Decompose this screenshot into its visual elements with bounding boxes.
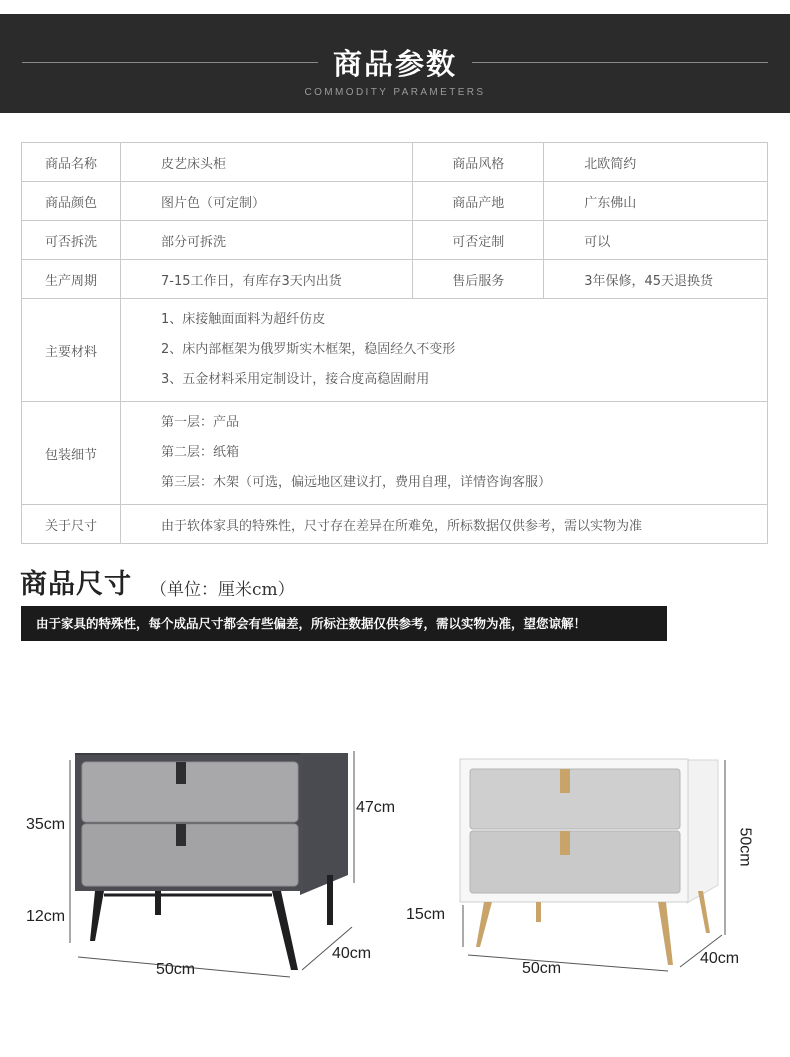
parameters-table (21, 142, 768, 544)
param-key: 商品名称 (22, 143, 121, 182)
param-value: 7-15工作日，有库存3天内出货 (121, 260, 413, 299)
list-item: 第三层：木架（可选，偏远地区建议打，费用自理，详情咨询客服） (161, 475, 552, 490)
dimension-label: 50cm (736, 827, 754, 867)
table-row (22, 182, 768, 221)
leg-front-right (272, 891, 298, 970)
drawer-handle-upper (560, 769, 570, 793)
nightstand-side-panel (687, 760, 718, 903)
leg-front-left (90, 891, 104, 941)
nightstand-white-illustration (400, 715, 790, 1055)
list-item: 2、床内部框架为俄罗斯实木框架，稳固经久不变形 (161, 342, 456, 357)
dimension-label: 40cm (700, 950, 740, 967)
table-row (22, 299, 768, 402)
param-value-list (121, 299, 768, 402)
table-row (22, 260, 768, 299)
table-row (22, 505, 768, 544)
leg-back-right (698, 891, 710, 933)
param-value: 皮艺床头柜 (121, 143, 413, 182)
drawer-upper (82, 762, 298, 822)
param-value: 部分可拆洗 (121, 221, 413, 260)
dimension-label: 12cm (26, 908, 66, 925)
param-value: 由于软体家具的特殊性，尺寸存在差异在所难免，所标数据仅供参考，需以实物为准 (121, 505, 768, 544)
dimensions-notice-banner: 由于家具的特殊性，每个成品尺寸都会有些偏差，所标注数据仅供参考，需以实物为准，望您谅解！ (21, 606, 667, 641)
param-value: 3年保修，45天退换货 (544, 260, 768, 299)
list-item: 3、五金材料采用定制设计，接合度高稳固耐用 (161, 372, 430, 387)
nightstand-side-panel (300, 753, 348, 895)
dimensions-unit: （单位：厘米cm） (150, 580, 295, 600)
dimensions-title: 商品尺寸 (20, 569, 132, 600)
param-key: 售后服务 (413, 260, 544, 299)
section-header (0, 14, 790, 113)
param-value: 北欧简约 (544, 143, 768, 182)
drawer-lower (82, 824, 298, 886)
leg-back-left (536, 902, 541, 922)
param-key: 商品产地 (413, 182, 544, 221)
table-row (22, 402, 768, 505)
drawer-handle-lower (176, 824, 186, 846)
leg-front-right (658, 902, 673, 965)
section-title: 商品参数 (332, 47, 457, 81)
dimension-label: 35cm (26, 816, 66, 833)
drawer-handle-upper (176, 762, 186, 784)
dimension-label: 15cm (406, 906, 446, 923)
param-value: 广东佛山 (544, 182, 768, 221)
param-value-list (121, 402, 768, 505)
param-key: 关于尺寸 (22, 505, 121, 544)
leg-back-right (327, 875, 333, 925)
nightstand-grey-illustration (0, 715, 400, 1055)
list-item: 1、床接触面面料为超纤仿皮 (161, 312, 326, 327)
table-row (22, 221, 768, 260)
section-subtitle: COMMODITY PARAMETERS (304, 87, 486, 98)
param-key: 生产周期 (22, 260, 121, 299)
dimension-line (468, 955, 668, 971)
param-key: 可否拆洗 (22, 221, 121, 260)
dimension-label: 47cm (356, 799, 396, 816)
param-value: 可以 (544, 221, 768, 260)
drawer-lower (470, 831, 680, 893)
param-key: 主要材料 (22, 299, 121, 402)
dimension-label: 50cm (522, 960, 562, 977)
param-key: 可否定制 (413, 221, 544, 260)
param-key: 包装细节 (22, 402, 121, 505)
dimension-label: 40cm (332, 945, 372, 962)
drawer-handle-lower (560, 831, 570, 855)
list-item: 第一层：产品 (161, 415, 240, 430)
leg-front-left (476, 902, 492, 947)
list-item: 第二层：纸箱 (161, 445, 240, 460)
table-row (22, 143, 768, 182)
drawer-upper (470, 769, 680, 829)
param-key: 商品风格 (413, 143, 544, 182)
param-value: 图片色（可定制） (121, 182, 413, 221)
dimension-label: 50cm (156, 961, 196, 978)
param-key: 商品颜色 (22, 182, 121, 221)
